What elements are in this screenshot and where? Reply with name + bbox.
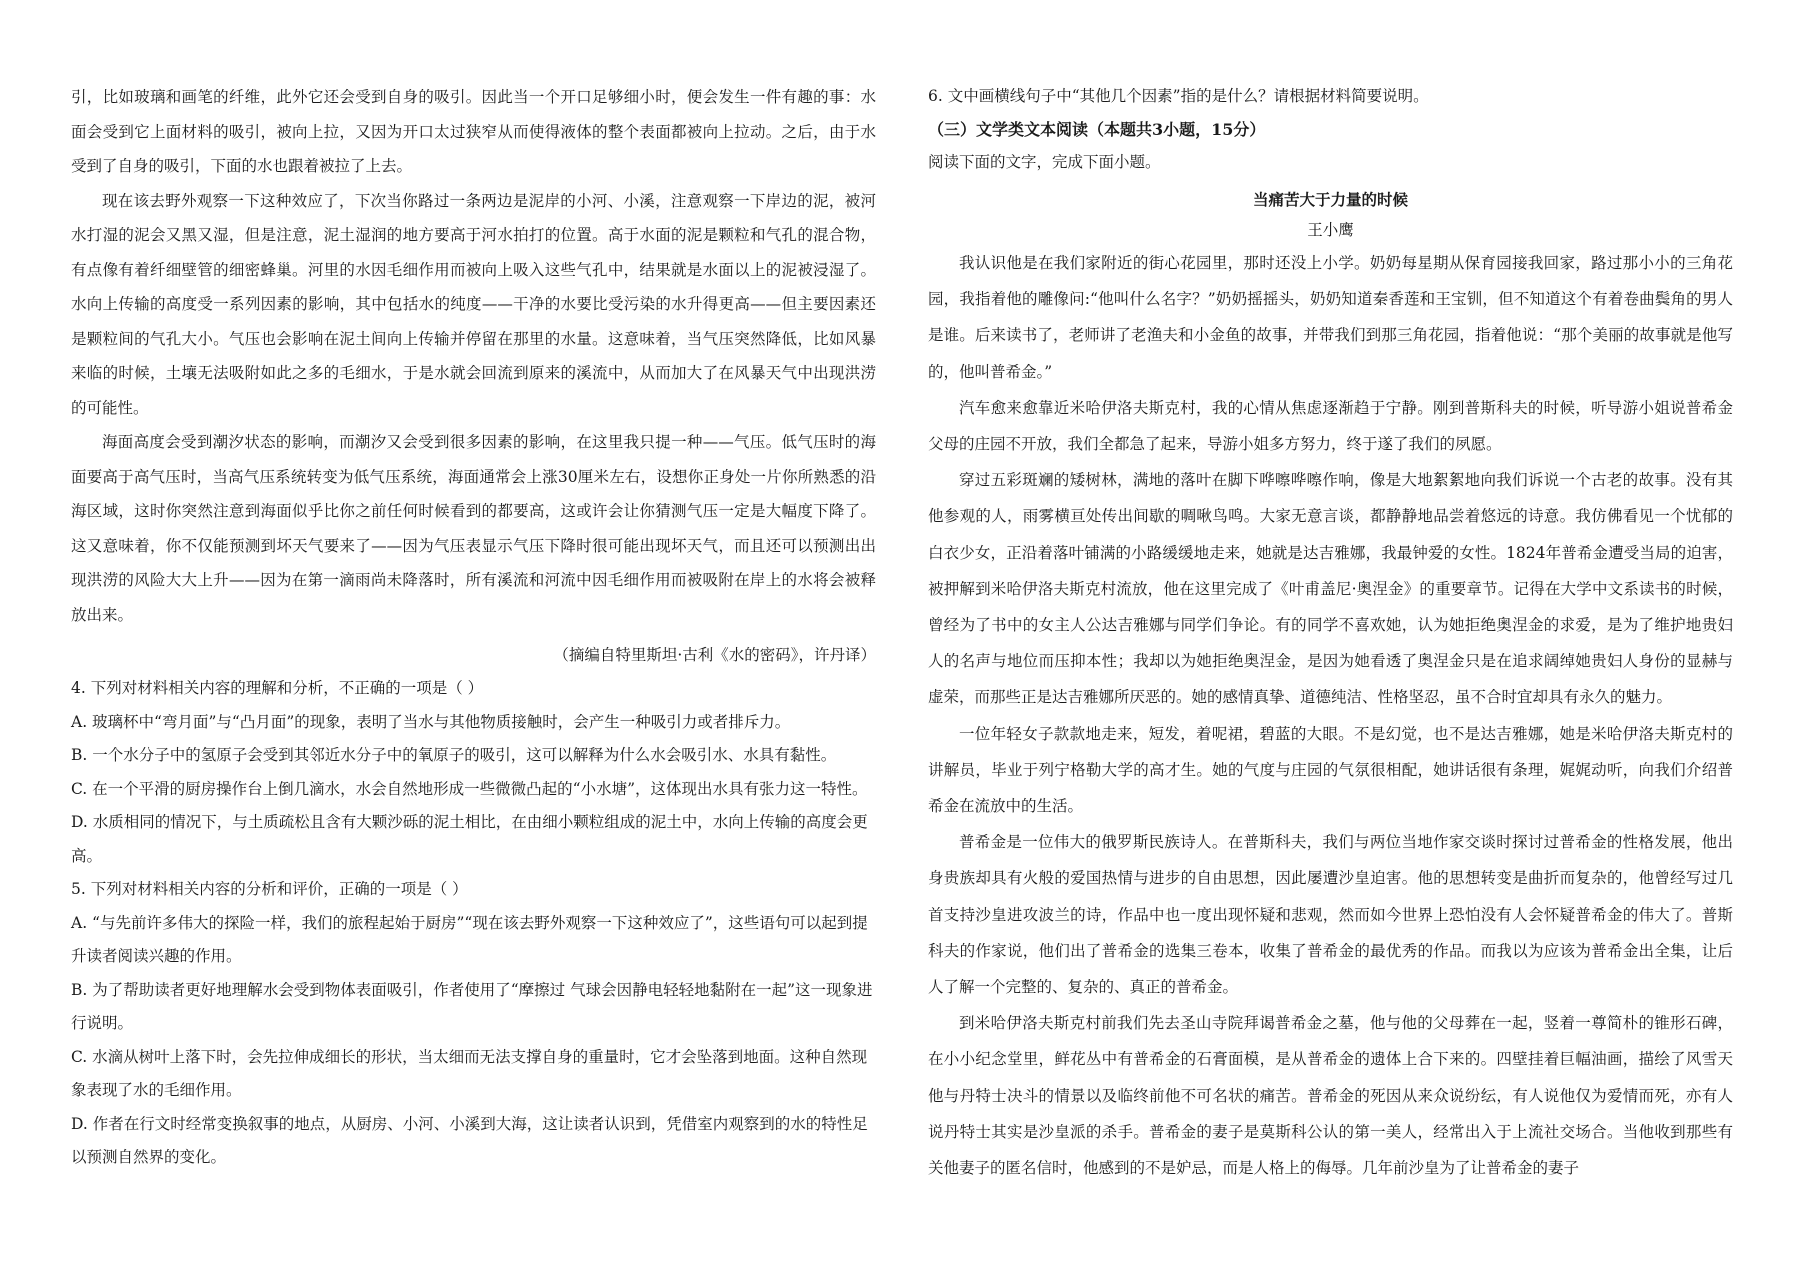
passage-paragraph-2: 现在该去野外观察一下这种效应了，下次当你路过一条两边是泥岸的小河、小溪，注意观察一下岸边的泥，被河水打湿的泥会又黑又湿，但是注意，泥土湿润的地方要高于河水拍打的位置。高于水面的泥是颗粒和气孔的混合物，有点像有着纤细壁管的细密蜂巢。河里的水因毛细作用而被向上吸入这些气孔中，结果就是水面以上的泥被浸湿了。水向上传输的高度受一系列因素的影响，其中包括水的纯度——干净的水要比受污染的水升得更高——但主要因素还是颗粒间的气孔大小。气压也会影响在泥土间向上传输并停留在那里的水量。这意味着，当气压突然降低，比如风暴来临的时候，土壤无法吸附如此之多的毛细水，于是水就会回流到原来的溪流中，从而加大了在风暴天气中出现洪涝的可能性。 <box>71 191 876 417</box>
question-4-option-a: A. 玻璃杯中“弯月面”与“凸月面”的现象，表明了当水与其他物质接触时，会产生一种吸引力或者排斥力。 <box>71 712 791 731</box>
article-paragraph-5: 普希金是一位伟大的俄罗斯民族诗人。在普斯科夫，我们与两位当地作家交谈时探讨过普希金的性格发展，他出身贵族却具有火般的爱国热情与进步的自由思想，因此屡遭沙皇迫害。他的思想转变是曲折而复杂的，他曾经写过几首支持沙皇进攻波兰的诗，作品中也一度出现怀疑和悲观，然而如今世界上恐怕没有人会怀疑普希金的伟大了。普斯科夫的作家说，他们出了普希金的选集三卷本，收集了普希金的最优秀的作品。而我以为应该为普希金出全集，让后人了解一个完整的、复杂的、真正的普希金。 <box>928 833 1733 997</box>
article-paragraph-3: 穿过五彩斑斓的矮树林，满地的落叶在脚下哗嚓哗嚓作响，像是大地絮絮地向我们诉说一个古老的故事。没有其他参观的人，雨雾横亘处传出间歇的啁啾鸟鸣。大家无意言谈，都静静地品尝着悠远的诗意。我仿佛看见一个忧郁的白衣少女，正沿着落叶铺满的小路缓缓地走来，她就是达吉雅娜，我最钟爱的女性。1824年普希金遭受当局的迫害，被押解到米哈伊洛夫斯克村流放，他在这里完成了《叶甫盖尼·奥涅金》的重要章节。记得在大学中文系读书的时候，曾经为了书中的女主人公达吉雅娜与同学们争论。有的同学不喜欢她，认为她拒绝奥涅金的求爱，是为了维护地贵妇人的名声与地位而压抑本性；我却以为她拒绝奥涅金，是因为她看透了奥涅金只是在追求阔绰她贵妇人身份的显赫与虚荣，而那些正是达吉雅娜所厌恶的。她的感情真挚、道德纯洁、性格坚忍，虽不合时宜却具有永久的魅力。 <box>928 471 1733 707</box>
article-author: 王小鹰 <box>1307 221 1354 239</box>
question-5-stem: 5. 下列对材料相关内容的分析和评价，正确的一项是（ ） <box>71 880 468 898</box>
article-paragraph-4: 一位年轻女子款款地走来，短发，着呢裙，碧蓝的大眼。不是幻觉，也不是达吉雅娜，她是米哈伊洛夫斯克村的讲解员，毕业于列宁格勒大学的高才生。她的气度与庄园的气氛很相配，她讲话很有条理，娓娓动听，向我们介绍普希金在流放中的生活。 <box>928 724 1733 816</box>
question-5-option-b: B. 为了帮助读者更好地理解水会受到物体表面吸引，作者使用了“摩擦过 气球会因静电轻轻地黏附在一起”这一现象进行说明。 <box>71 980 873 1032</box>
article-paragraph-6: 到米哈伊洛夫斯克村前我们先去圣山寺院拜谒普希金之墓，他与他的父母葬在一起，竖着一尊简朴的锥形石碑，在小小纪念堂里，鲜花丛中有普希金的石膏面模，是从普希金的遗体上合下来的。四壁挂着巨幅油画，描绘了风雪天他与丹特士决斗的情景以及临终前他不可名状的痛苦。普希金的死因从来众说纷纭，有人说他仅为爱情而死，亦有人说丹特士其实是沙皇派的杀手。普希金的妻子是莫斯科公认的第一美人，经常出入于上流社交场合。当他收到那些有关他妻子的匿名信时，他感到的不是妒忌，而是人格上的侮辱。几年前沙皇为了让普希金的妻子 <box>928 1014 1733 1178</box>
reading-instruction: 阅读下面的文字，完成下面小题。 <box>928 152 1161 171</box>
question-4-option-b: B. 一个水分子中的氢原子会受到其邻近水分子中的氧原子的吸引，这可以解释为什么水会吸引水、水具有黏性。 <box>71 746 837 764</box>
article-paragraph-2: 汽车愈来愈靠近米哈伊洛夫斯克村，我的心情从焦虑逐渐趋于宁静。刚到普斯科夫的时候，听导游小姐说普希金父母的庄园不开放，我们全都急了起来，导游小姐多方努力，终于遂了我们的夙愿。 <box>928 398 1733 454</box>
question-5-option-a: A. “与先前许多伟大的探险一样，我们的旅程起始于厨房”“现在该去野外观察一下这种效应了”，这些语句可以起到提升读者阅读兴趣的作用。 <box>71 913 868 965</box>
section-heading: （三）文学类文本阅读（本题共3小题，15分） <box>928 119 1266 139</box>
right-column <box>928 80 1733 1186</box>
question-4-option-c: C. 在一个平滑的厨房操作台上倒几滴水，水会自然地形成一些微微凸起的“小水塘”，这体现出水具有张力这一特性。 <box>71 779 868 798</box>
question-6: 6. 文中画横线句子中“其他几个因素”指的是什么？请根据材料简要说明。 <box>928 87 1429 105</box>
passage-paragraph-3: 海面高度会受到潮汐状态的影响，而潮汐又会受到很多因素的影响，在这里我只提一种——气压。低气压时的海面要高于高气压时，当高气压系统转变为低气压系统，海面通常会上涨30厘米左右，设想你正身处一片你所熟悉的沿海区域，这时你突然注意到海面似乎比你之前任何时候看到的都要高，这或许会让你猜测气压一定是大幅度下降了。这又意味着，你不仅能预测到坏天气要来了——因为气压表显示气压下降时很可能出现坏天气，而且还可以预测出出现洪涝的风险大大上升——因为在第一滴雨尚未降落时，所有溪流和河流中因毛细作用而被吸附在岸上的水将会被释放出来。 <box>71 433 876 624</box>
article-title: 当痛苦大于力量的时候 <box>1252 190 1408 209</box>
question-4-stem: 4. 下列对材料相关内容的理解和分析，不正确的一项是（ ） <box>71 679 484 697</box>
question-5 <box>71 873 876 1175</box>
article-paragraph-1: 我认识他是在我们家附近的街心花园里，那时还没上小学。奶奶每星期从保育园接我回家，路过那小小的三角花园，我指着他的雕像问:“他叫什么名字？”奶奶摇摇头，奶奶知道秦香莲和王宝钏，但不知道这个有着卷曲鬓角的男人是谁。后来读书了，老师讲了老渔夫和小金鱼的故事，并带我们到那三角花园，指着他说：“那个美丽的故事就是他写的，他叫普希金。” <box>928 254 1733 381</box>
question-5-option-c: C. 水滴从树叶上落下时，会先拉伸成细长的形状，当太细而无法支撑自身的重量时，它才会坠落到地面。这种自然现象表现了水的毛细作用。 <box>71 1047 868 1099</box>
passage-paragraph-1: 引，比如玻璃和画笔的纤维，此外它还会受到自身的吸引。因此当一个开口足够细小时，便会发生一件有趣的事：水面会受到它上面材料的吸引，被向上拉，又因为开口太过狭窄从而使得液体的整个表面都被向上拉动。之后，由于水受到了自身的吸引，下面的水也跟着被拉了上去。 <box>71 88 876 175</box>
left-column <box>71 80 876 1175</box>
question-4-option-d: D. 水质相同的情况下，与土质疏松且含有大颗沙砾的泥土相比，在由细小颗粒组成的泥土中，水向上传输的高度会更高。 <box>71 813 868 865</box>
question-5-option-d: D. 作者在行文时经常变换叙事的地点，从厨房、小河、小溪到大海，这让读者认识到，凭借室内观察到的水的特性足以预测自然界的变化。 <box>71 1114 868 1166</box>
source-citation: （摘编自特里斯坦·古利《水的密码》，许丹译） <box>553 646 876 664</box>
question-4 <box>71 672 876 873</box>
